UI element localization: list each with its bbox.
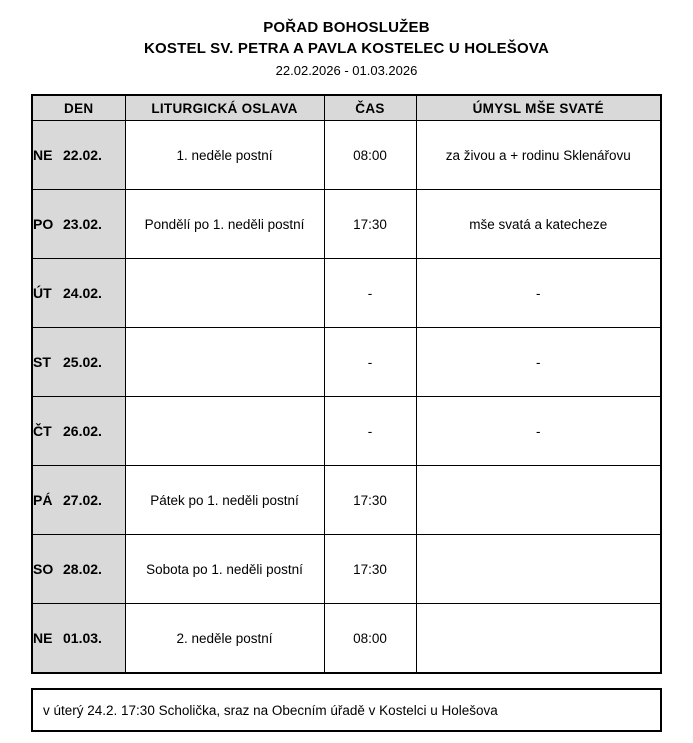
- day-date: 22.02.: [63, 147, 102, 163]
- liturgy-cell: Pátek po 1. neděli postní: [125, 466, 324, 535]
- column-header-liturgy: LITURGICKÁ OSLAVA: [125, 95, 324, 121]
- page-subtitle: KOSTEL SV. PETRA A PAVLA KOSTELEC U HOLEŠOVA: [144, 40, 549, 57]
- intent-cell: -: [416, 259, 661, 328]
- table-row: [32, 535, 661, 604]
- document-header: [0, 0, 693, 81]
- table-row: [32, 190, 661, 259]
- day-date: 25.02.: [63, 354, 102, 370]
- day-cell: [32, 604, 125, 674]
- intent-cell: za živou a + rodinu Sklenářovu: [416, 121, 661, 190]
- day-cell: [32, 259, 125, 328]
- day-cell: [32, 397, 125, 466]
- day-of-week: PO: [33, 216, 54, 232]
- day-of-week: ÚT: [33, 285, 52, 301]
- intent-cell: -: [416, 328, 661, 397]
- liturgy-cell: Pondělí po 1. neděli postní: [125, 190, 324, 259]
- table-row: [32, 328, 661, 397]
- time-cell: 17:30: [324, 190, 416, 259]
- day-date: 27.02.: [63, 492, 102, 508]
- day-cell: [32, 190, 125, 259]
- day-cell: [32, 121, 125, 190]
- day-of-week: ST: [33, 354, 51, 370]
- table-header-row: [32, 95, 661, 121]
- day-date: 01.03.: [63, 630, 102, 646]
- footnote-text: v úterý 24.2. 17:30 Scholička, sraz na Obecním úřadě v Kostelci u Holešova: [43, 702, 498, 718]
- time-cell: -: [324, 397, 416, 466]
- schedule-table: [31, 94, 662, 674]
- table-row: [32, 397, 661, 466]
- time-cell: 08:00: [324, 121, 416, 190]
- table-row: [32, 121, 661, 190]
- page-title: POŘAD BOHOSLUŽEB: [263, 19, 430, 36]
- day-of-week: NE: [33, 147, 53, 163]
- intent-cell: [416, 535, 661, 604]
- liturgy-cell: [125, 397, 324, 466]
- intent-cell: -: [416, 397, 661, 466]
- column-header-time: ČAS: [324, 95, 416, 121]
- footnote-box: [31, 688, 662, 732]
- column-header-intent: ÚMYSL MŠE SVATÉ: [416, 95, 661, 121]
- liturgy-cell: [125, 328, 324, 397]
- time-cell: 17:30: [324, 535, 416, 604]
- time-cell: 17:30: [324, 466, 416, 535]
- day-cell: [32, 466, 125, 535]
- day-of-week: NE: [33, 630, 53, 646]
- time-cell: 08:00: [324, 604, 416, 674]
- day-date: 24.02.: [63, 285, 102, 301]
- liturgy-cell: [125, 259, 324, 328]
- liturgy-cell: 2. neděle postní: [125, 604, 324, 674]
- day-date: 26.02.: [63, 423, 102, 439]
- intent-cell: [416, 604, 661, 674]
- intent-cell: mše svatá a katecheze: [416, 190, 661, 259]
- day-of-week: ČT: [33, 423, 52, 439]
- day-date: 23.02.: [63, 216, 102, 232]
- day-cell: [32, 535, 125, 604]
- day-date: 28.02.: [63, 561, 102, 577]
- column-header-day: DEN: [32, 95, 125, 121]
- time-cell: -: [324, 259, 416, 328]
- table-row: [32, 466, 661, 535]
- day-cell: [32, 328, 125, 397]
- liturgy-cell: Sobota po 1. neděli postní: [125, 535, 324, 604]
- intent-cell: [416, 466, 661, 535]
- liturgy-cell: 1. neděle postní: [125, 121, 324, 190]
- time-cell: -: [324, 328, 416, 397]
- day-of-week: PÁ: [33, 492, 53, 508]
- date-range: 22.02.2026 - 01.03.2026: [275, 63, 418, 78]
- table-row: [32, 259, 661, 328]
- day-of-week: SO: [33, 561, 54, 577]
- table-row: [32, 604, 661, 674]
